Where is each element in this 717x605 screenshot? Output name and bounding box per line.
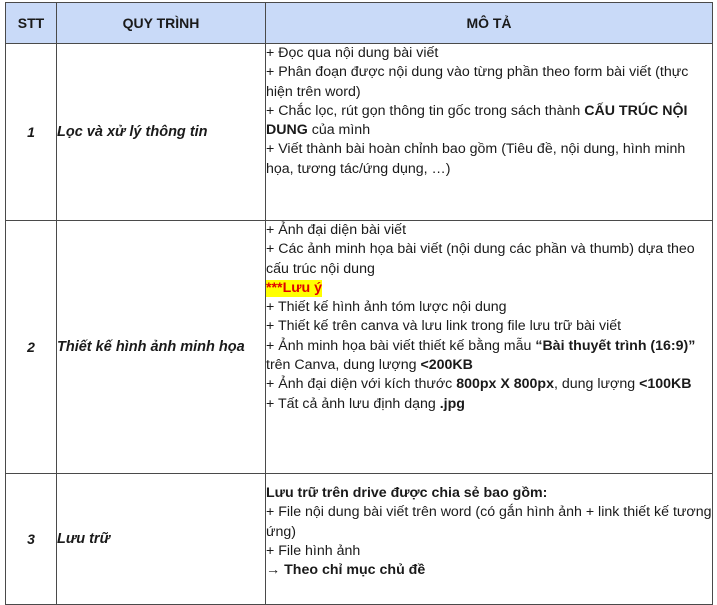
- desc-bold-text: CẤU TRÚC NỘI DUNG: [266, 102, 688, 139]
- row-number: 2: [6, 221, 57, 474]
- desc-line: + Phân đoạn được nội dung vào từng phần theo form bài viết (thực hiện trên word): [266, 64, 689, 100]
- process-description: [266, 44, 713, 221]
- desc-line: + Thiết kế trên canva và lưu link trong file lưu trữ bài viết: [266, 318, 622, 335]
- process-name: Thiết kế hình ảnh minh họa: [57, 221, 266, 474]
- desc-line: + Ảnh đại diện bài viết: [266, 222, 407, 238]
- note-highlight: ***Lưu ý: [266, 279, 323, 296]
- desc-bold-text: <100KB: [639, 376, 692, 393]
- desc-line: + Viết thành bài hoàn chỉnh bao gồm (Tiêu đề, nội dung, hình minh họa, tương tác/ứng dụng, …): [266, 141, 686, 177]
- note-line: [266, 279, 712, 298]
- process-description: [266, 221, 713, 474]
- header-row: [6, 3, 713, 44]
- desc-bold-text: “Bài thuyết trình (16:9)”: [535, 337, 696, 354]
- header-process: QUY TRÌNH: [57, 3, 266, 44]
- row-number: 1: [6, 44, 57, 221]
- table-row: [6, 474, 713, 605]
- desc-line: + Đọc qua nội dung bài viết: [266, 45, 439, 61]
- desc-text: + Ảnh đại diện với kích thước: [266, 376, 457, 393]
- process-name: Lưu trữ: [57, 474, 266, 605]
- process-name: Lọc và xử lý thông tin: [57, 44, 266, 221]
- process-description: [266, 474, 713, 605]
- row-number: 3: [6, 474, 57, 605]
- desc-bold-line: → Theo chỉ mục chủ đề: [266, 562, 426, 579]
- desc-text: , dung lượng: [554, 376, 640, 393]
- desc-line: + Các ảnh minh họa bài viết (nội dung các phần và thumb) dựa theo cấu trúc nội dung: [266, 241, 695, 277]
- desc-heading: Lưu trữ trên drive được chia sẻ bao gồm:: [266, 485, 548, 501]
- desc-bold-text: <200KB: [420, 357, 473, 374]
- desc-text: + Tất cả ảnh lưu định dạng: [266, 395, 440, 412]
- desc-bold-text: 800px X 800px: [456, 376, 554, 393]
- desc-text: + Ảnh minh họa bài viết thiết kế bằng mẫu: [266, 337, 536, 354]
- header-stt: STT: [6, 3, 57, 44]
- table-row: [6, 44, 713, 221]
- table-row: [6, 221, 713, 474]
- desc-line: + Thiết kế hình ảnh tóm lược nội dung: [266, 299, 507, 316]
- desc-bold-text: .jpg: [439, 395, 465, 412]
- desc-text: của mình: [307, 122, 371, 139]
- desc-line: + File hình ảnh: [266, 542, 361, 559]
- desc-line: [266, 102, 712, 141]
- desc-line: [266, 375, 712, 394]
- desc-line: + File nội dung bài viết trên word (có gắn hình ảnh + link thiết kế tương ứng): [266, 504, 712, 540]
- desc-line: [266, 337, 712, 376]
- desc-text: trên Canva, dung lượng: [266, 357, 421, 374]
- desc-line: [266, 395, 712, 414]
- process-table: [5, 2, 713, 605]
- header-description: MÔ TẢ: [266, 3, 713, 44]
- desc-text: + Chắc lọc, rút gọn thông tin gốc trong sách thành: [266, 102, 585, 119]
